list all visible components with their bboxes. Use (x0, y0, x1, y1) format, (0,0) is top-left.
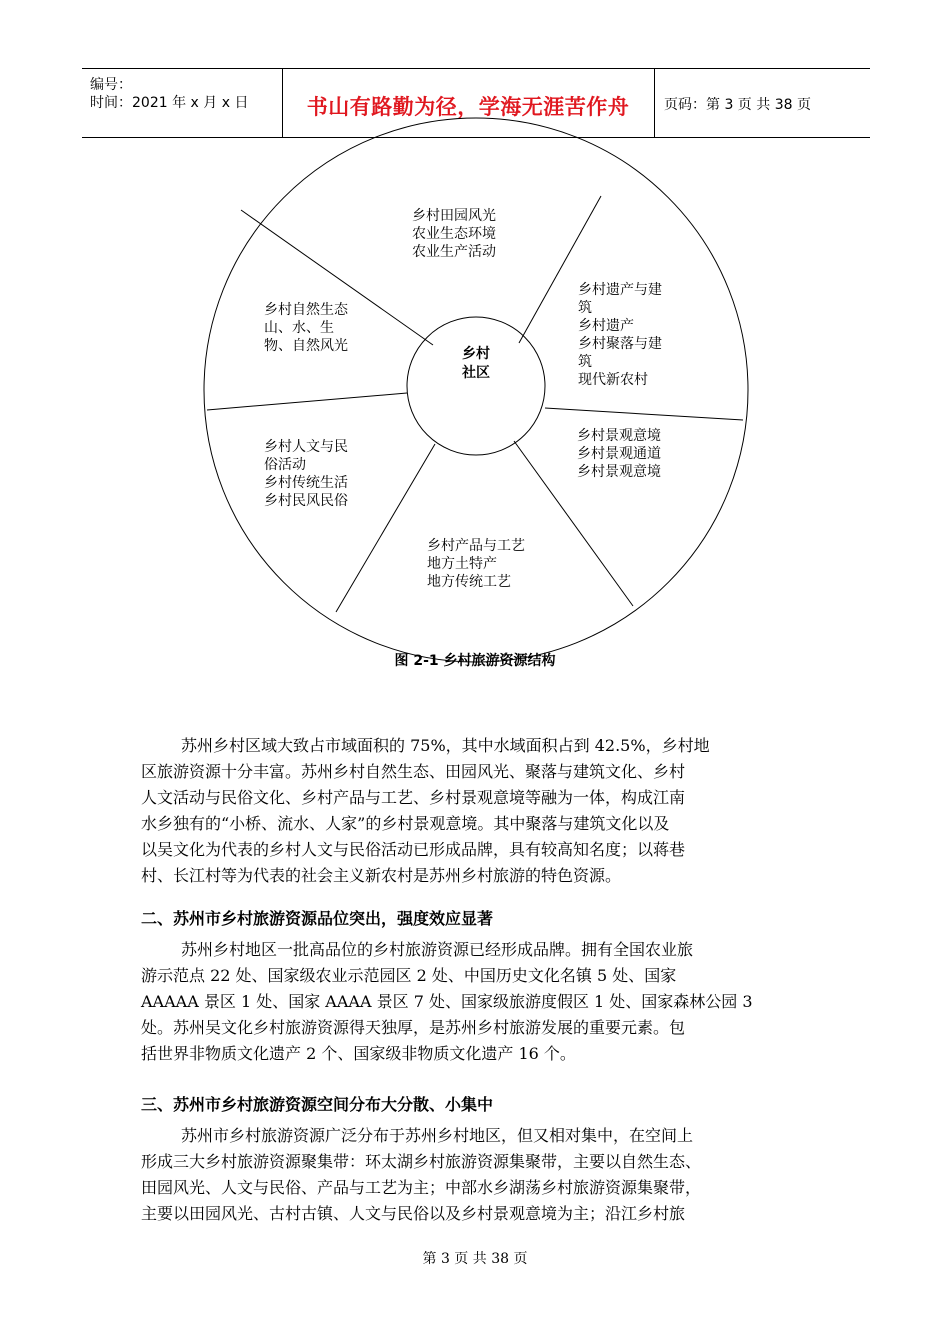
number-label: 编号： (90, 77, 132, 93)
paragraph-3 (141, 1123, 811, 1227)
segment-upper-right-text: 乡村遗产与建 筑 乡村遗产 乡村聚落与建 筑 现代新农村 (578, 282, 662, 388)
inner-circle (407, 317, 545, 455)
segment-lower-left-text: 乡村人文与民 俗活动 乡村传统生活 乡村民风民俗 (264, 439, 348, 509)
paragraph-line: 处。苏州吴文化乡村旅游资源得天独厚，是苏州乡村旅游发展的重要元素。包 (141, 1018, 686, 1037)
header-motto: 书山有路勤为径，学海无涯苦作舟 (306, 95, 630, 119)
paragraph-line: 田园风光、人文与民俗、产品与工艺为主；中部水乡湖荡乡村旅游资源集聚带， (141, 1178, 702, 1197)
section-heading-3: 三、苏州市乡村旅游资源空间分布大分散、小集中 (141, 1095, 494, 1114)
paragraph-line: 人文活动与民俗文化、乡村产品与工艺、乡村景观意境等融为一体，构成江南 (141, 788, 686, 807)
paragraph-line: 形成三大乡村旅游资源聚集带：环太湖乡村旅游资源集聚带，主要以自然生态、 (141, 1152, 702, 1171)
paragraph-line: 苏州乡村地区一批高品位的乡村旅游资源已经形成品牌。拥有全国农业旅 (181, 940, 694, 959)
divider-right (545, 408, 743, 420)
segment-upper-left-text: 乡村自然生态 山、水、生 物、自然风光 (264, 302, 348, 354)
header-page-info: 页码：第 3 页 共 38 页 (664, 97, 811, 113)
paragraph-line: AAAAA 景区 1 处、国家 AAAA 景区 7 处、国家级旅游度假区 1 处、国家森林公园 3 (141, 992, 753, 1011)
center-label: 乡村 社区 (462, 346, 490, 381)
segment-top-text: 乡村田园风光 农业生态环境 农业生产活动 (412, 208, 496, 260)
paragraph-line: 以吴文化为代表的乡村人文与民俗活动已形成品牌，具有较高知名度；以蒋巷 (141, 840, 686, 859)
segment-bottom-text: 乡村产品与工艺 地方土特产 地方传统工艺 (427, 538, 525, 590)
paragraph-1 (141, 733, 811, 889)
paragraph-line: 游示范点 22 处、国家级农业示范园区 2 处、中国历史文化名镇 5 处、国家 (141, 966, 677, 985)
paragraph-line: 村、长江村等为代表的社会主义新农村是苏州乡村旅游的特色资源。 (141, 866, 622, 885)
paragraph-line: 区旅游资源十分丰富。苏州乡村自然生态、田园风光、聚落与建筑文化、乡村 (141, 762, 686, 781)
paragraph-line: 苏州市乡村旅游资源广泛分布于苏州乡村地区，但又相对集中，在空间上 (181, 1126, 694, 1145)
paragraph-line: 水乡独有的“小桥、流水、人家”的乡村景观意境。其中聚落与建筑文化以及 (141, 814, 670, 833)
section-heading-2: 二、苏州市乡村旅游资源品位突出，强度效应显著 (141, 909, 494, 928)
paragraph-line: 括世界非物质文化遗产 2 个、国家级非物质文化遗产 16 个。 (141, 1044, 576, 1063)
divider-lower-left (336, 444, 435, 612)
segment-right-text: 乡村景观意境 乡村景观通道 乡村景观意境 (577, 428, 661, 480)
divider-left (207, 393, 407, 410)
paragraph-line: 苏州乡村区域大致占市域面积的 75%，其中水域面积占到 42.5%，乡村地 (181, 736, 710, 755)
paragraph-line: 主要以田园风光、古村古镇、人文与民俗以及乡村景观意境为主；沿江乡村旅 (141, 1204, 686, 1223)
paragraph-2 (141, 937, 811, 1067)
time-label: 时间：2021 年 x 月 x 日 (90, 95, 249, 111)
figure-caption: 图 2-1 乡村旅游资源结构 (394, 653, 556, 669)
page-footer: 第 3 页 共 38 页 (422, 1251, 528, 1267)
